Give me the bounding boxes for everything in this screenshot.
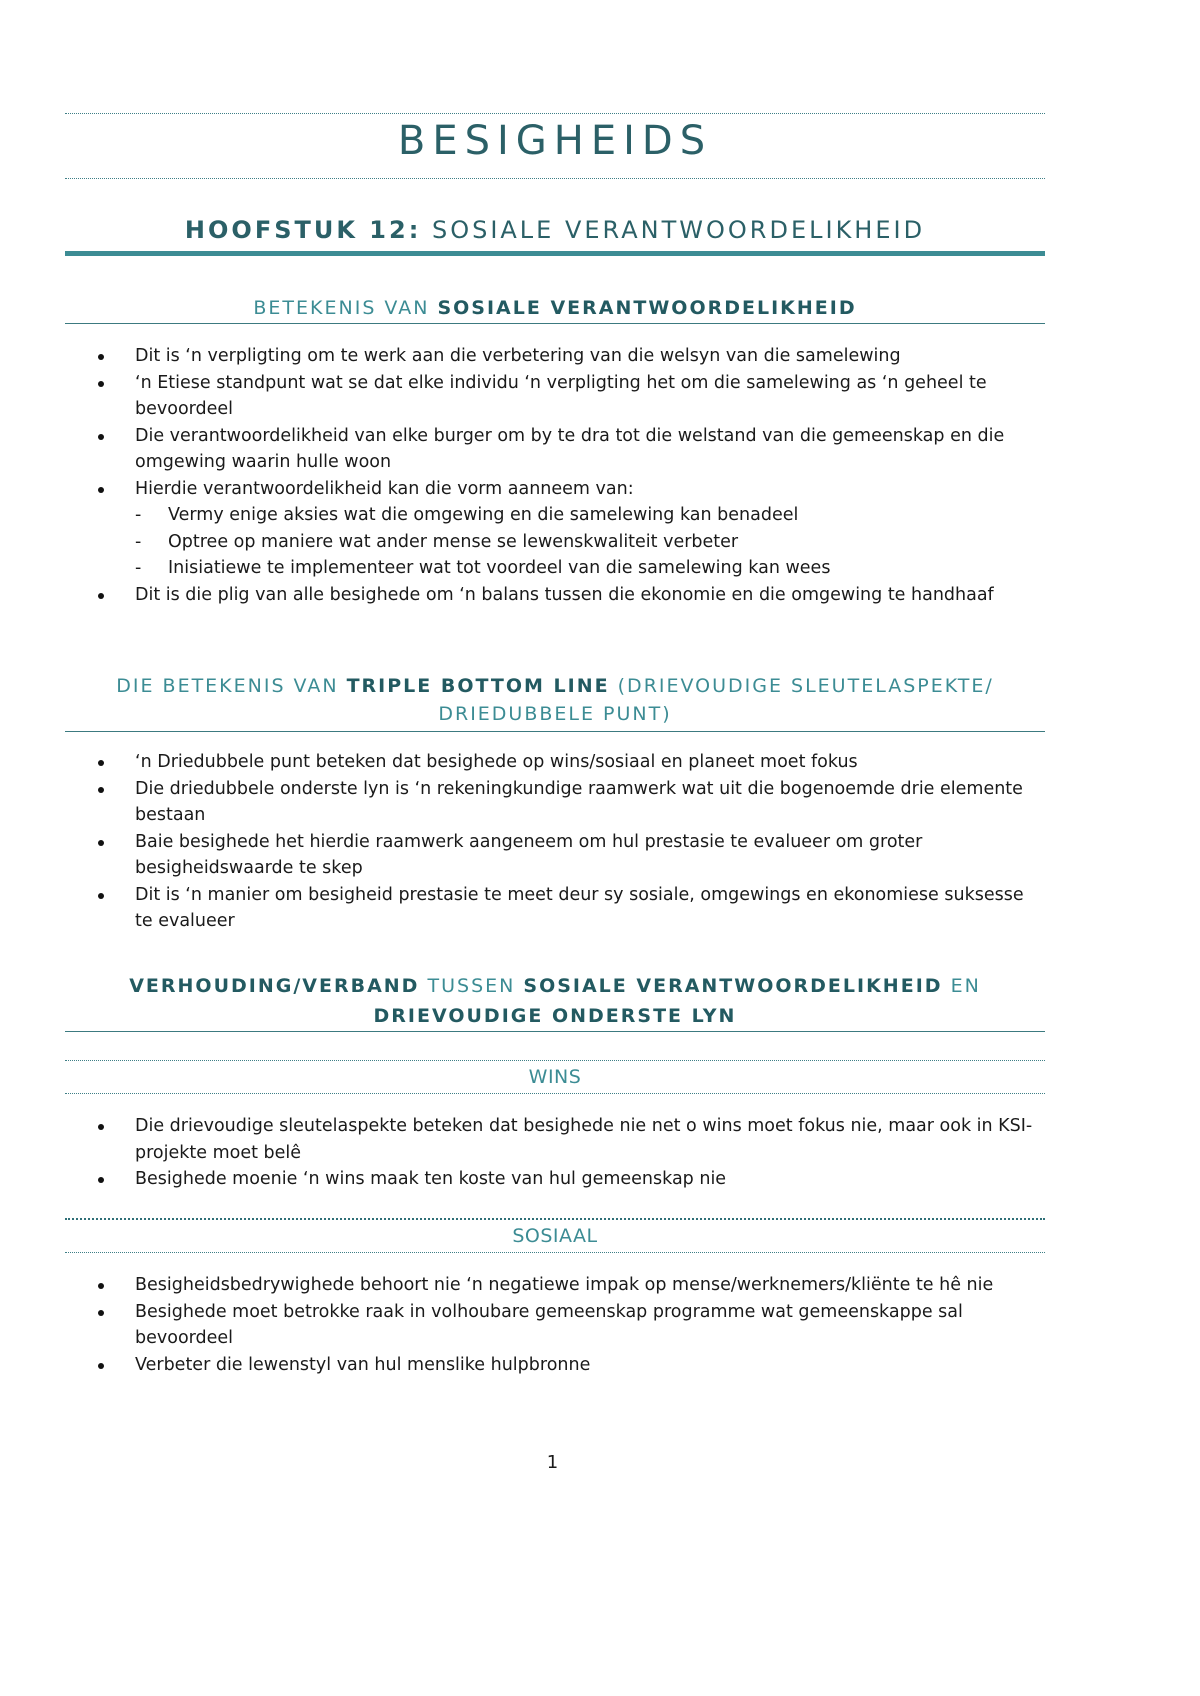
bullet-icon (98, 1124, 104, 1130)
section-heading-bold: VERHOUDING/VERBAND (129, 975, 420, 997)
bullet-list-wins (65, 1113, 1040, 1193)
chapter-name: SOSIALE VERANTWOORDELIKHEID (431, 216, 926, 244)
list-item-text: Die drievoudige sleutelaspekte beteken dat besighede nie net o wins moet fokus nie, maar ook in KSI-projekte moet belê (135, 1116, 1033, 1163)
list-item-text: Besighede moet betrokke raak in volhoubare gemeenskap programme wat gemeenskappe sal bevoordeel (135, 1301, 963, 1348)
sosiaal-bottom-rule (65, 1252, 1045, 1253)
section-heading-light: DIE BETEKENIS VAN (116, 675, 347, 697)
chapter-label: HOOFSTUK 12: (184, 216, 422, 244)
section-heading-light: TUSSEN (419, 975, 524, 997)
list-item-text: Die verantwoordelikheid van elke burger om by te dra tot die welstand van die gemeenskap en die omgewing waarin hulle woon (135, 425, 1005, 472)
section-heading-bold: TRIPLE BOTTOM LINE (346, 675, 610, 697)
bullet-icon (98, 381, 104, 387)
bullet-list-triple-bottom-line (65, 749, 1040, 935)
list-item-text: Verbeter die lewenstyl van hul menslike hulpbronne (135, 1354, 591, 1375)
bullet-icon (98, 787, 104, 793)
list-item (65, 1299, 1040, 1352)
list-item-text: ‘n Driedubbele punt beteken dat besighede op wins/sosiaal en planeet moet fokus (135, 752, 858, 772)
list-item (65, 476, 1040, 503)
list-item-text: Dit is ‘n manier om besigheid prestasie te meet deur sy sosiale, omgewings en ekonomiese suksesse te evalueer (135, 884, 1024, 931)
title-top-rule (65, 113, 1045, 114)
section-heading-bold: SOSIALE VERANTWOORDELIKHEID (523, 975, 943, 997)
bullet-icon (98, 1283, 104, 1289)
section-heading-bold: DRIEVOUDIGE ONDERSTE LYN (373, 1005, 737, 1027)
sosiaal-top-rule (65, 1218, 1045, 1220)
dash-icon: - (135, 558, 142, 578)
bullet-icon (98, 487, 104, 493)
sub-list-item (65, 529, 1040, 556)
bullet-icon (98, 1177, 104, 1183)
list-item-text: Hierdie verantwoordelikheid kan die vorm aanneem van: (135, 478, 634, 499)
section-heading-bold: SOSIALE VERANTWOORDELIKHEID (437, 297, 857, 319)
section-underline (65, 1031, 1045, 1032)
chapter-heading (65, 216, 1045, 244)
dash-icon: - (135, 505, 142, 525)
bullet-icon (98, 760, 104, 766)
list-item-text: Baie besighede het hierdie raamwerk aangeneem om hul prestasie te evalueer om groter besigheidswaarde te skep (135, 831, 923, 878)
bullet-icon (98, 593, 104, 599)
list-item-text: Besigheidsbedrywighede behoort nie ‘n negatiewe impak op mense/werknemers/kliënte te hê nie (135, 1275, 994, 1295)
section-heading-light: (DRIEVOUDIGE SLEUTELASPEKTE/ (609, 675, 994, 697)
wins-top-rule (65, 1060, 1045, 1061)
title-bottom-rule (65, 178, 1045, 179)
list-item (65, 1113, 1040, 1166)
bullet-list-sosiaal (65, 1272, 1040, 1378)
bullet-icon (98, 434, 104, 440)
list-item (65, 829, 1040, 882)
list-item-text: Besighede moenie ‘n wins maak ten koste van hul gemeenskap nie (135, 1169, 727, 1189)
sub-list-item (65, 502, 1040, 529)
bullet-list-betekenis (65, 343, 1040, 608)
bullet-icon (98, 1310, 104, 1316)
list-item (65, 776, 1040, 829)
document-title: BESIGHEIDS (397, 118, 713, 164)
sub-list-item-text: Vermy enige aksies wat die omgewing en die samelewing kan benadeel (168, 505, 799, 525)
sub-list-item (65, 555, 1040, 582)
section-heading-triple-bottom-line (65, 672, 1045, 728)
section-heading-betekenis (65, 294, 1045, 322)
list-item (65, 582, 1040, 609)
page-number: 1 (546, 1452, 559, 1473)
list-item (65, 882, 1040, 935)
list-item (65, 1352, 1040, 1379)
list-item (65, 423, 1040, 476)
bullet-icon (98, 840, 104, 846)
section-heading-light: BETEKENIS VAN (253, 297, 438, 319)
wins-bottom-rule (65, 1093, 1045, 1094)
section-heading-line2: DRIEDUBBELE PUNT) (438, 703, 672, 725)
list-item (65, 749, 1040, 776)
list-item (65, 343, 1040, 370)
list-item (65, 1272, 1040, 1299)
sub-list-item-text: Inisiatiewe te implementeer wat tot voordeel van die samelewing kan wees (168, 558, 831, 578)
list-item-text: Die driedubbele onderste lyn is ‘n rekeningkundige raamwerk wat uit die bogenoemde drie elemente bestaan (135, 778, 1023, 825)
list-item-text: Dit is ‘n verpligting om te werk aan die verbetering van die welsyn van die samelewing (135, 346, 901, 366)
bullet-icon (98, 1363, 104, 1369)
bullet-icon (98, 893, 104, 899)
section-underline (65, 323, 1045, 324)
section-heading-verhouding (65, 971, 1045, 1031)
list-item (65, 370, 1040, 423)
chapter-underline (65, 251, 1045, 256)
section-underline (65, 731, 1045, 732)
list-item-text: Dit is die plig van alle besighede om ‘n balans tussen die ekonomie en die omgewing te handhaaf (135, 584, 994, 605)
subheading-sosiaal: SOSIAAL (512, 1225, 598, 1247)
list-item-text: ‘n Etiese standpunt wat se dat elke individu ‘n verpligting het om die samelewing as ‘n geheel te bevoordeel (135, 372, 987, 419)
section-heading-light: EN (942, 975, 981, 997)
dash-icon: - (135, 531, 142, 552)
list-item (65, 1166, 1040, 1193)
bullet-icon (98, 354, 104, 360)
sub-list-item-text: Optree op maniere wat ander mense se lewenskwaliteit verbeter (168, 531, 739, 552)
subheading-wins: WINS (528, 1066, 582, 1088)
